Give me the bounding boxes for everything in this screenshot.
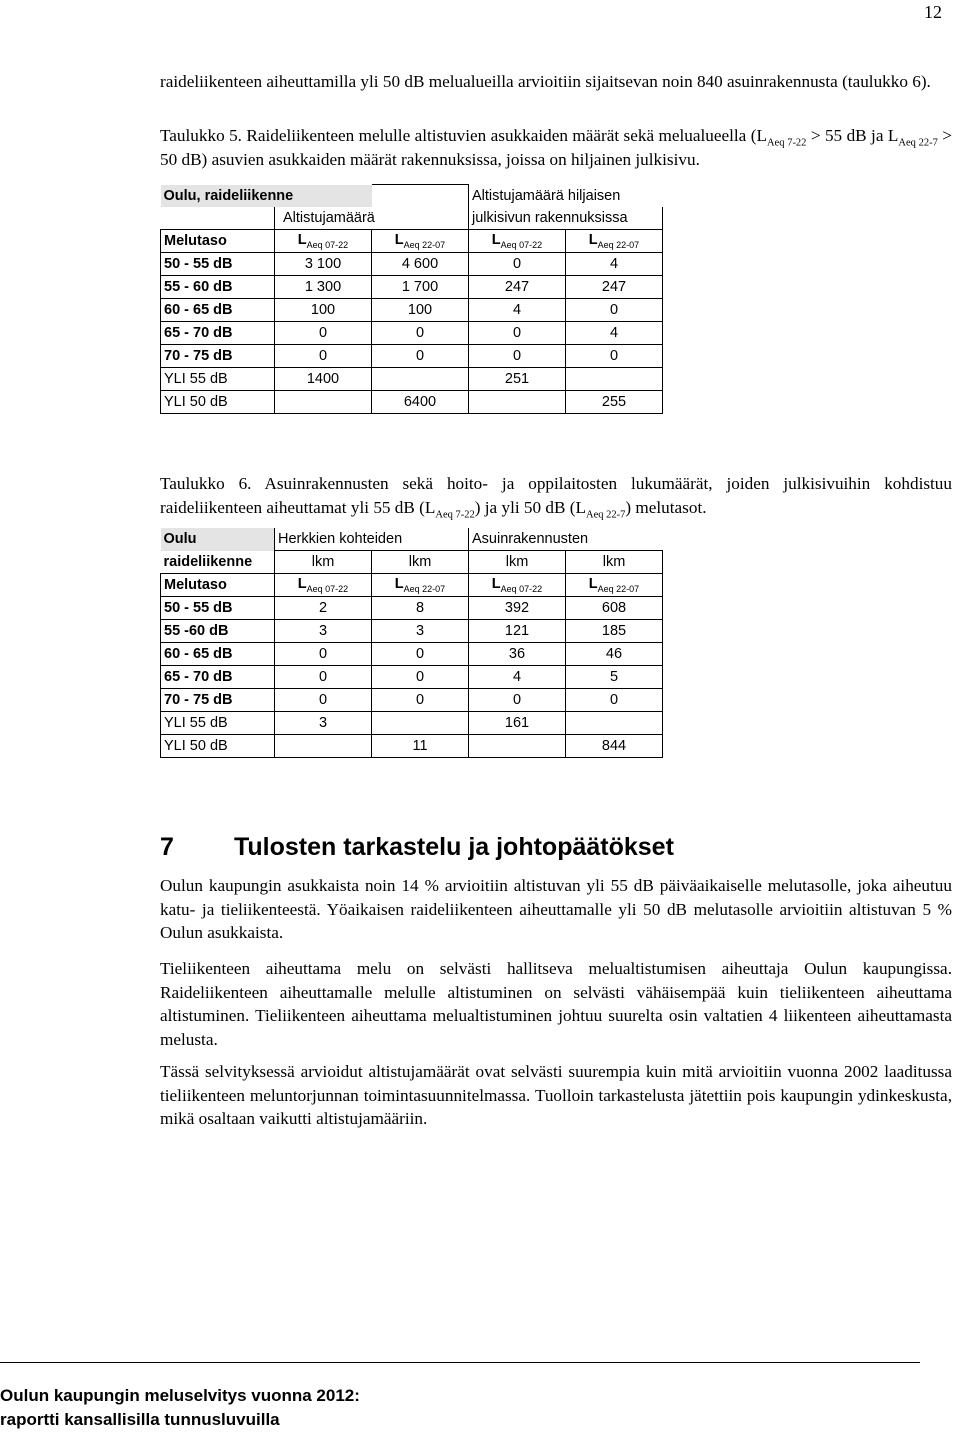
level-cell: 60 - 65 dB xyxy=(161,643,275,666)
body-paragraph: Oulun kaupungin asukkaista noin 14 % arvioitiin altistuvan yli 55 dB päiväaikaiselle melutasolle, joka aiheutuu katu- ja tieliikenteestä. Yöaikaisen raideliikenteen aiheuttamalle yli 50 dB melutasolle arvioitiin altistuvan 5 % Oulun asukkaista. xyxy=(160,876,952,942)
table5-col-header: $L_{Aeq 07-22}$ xyxy=(469,230,566,253)
value-cell: 0 xyxy=(469,345,566,368)
level-cell: 60 - 65 dB xyxy=(161,299,275,322)
value-cell xyxy=(469,735,566,758)
value-cell: 185 xyxy=(566,620,663,643)
value-cell: 4 xyxy=(566,322,663,345)
value-cell: 0 xyxy=(275,689,372,712)
value-cell: 3 xyxy=(275,620,372,643)
level-cell: 70 - 75 dB xyxy=(161,689,275,712)
value-cell: 0 xyxy=(469,689,566,712)
value-cell: 36 xyxy=(469,643,566,666)
section-number: 7 xyxy=(160,833,174,861)
table-row xyxy=(161,643,663,666)
value-cell: 2 xyxy=(275,597,372,620)
footer-divider xyxy=(0,1362,920,1363)
level-cell: YLI 55 dB xyxy=(161,712,275,735)
value-cell xyxy=(275,735,372,758)
value-cell: 161 xyxy=(469,712,566,735)
value-cell xyxy=(372,712,469,735)
level-cell: 70 - 75 dB xyxy=(161,345,275,368)
value-cell xyxy=(372,368,469,391)
value-cell: 11 xyxy=(372,735,469,758)
table-row xyxy=(161,391,663,414)
table-row xyxy=(161,620,663,643)
value-cell: 0 xyxy=(566,345,663,368)
table6-level-header: Melutaso xyxy=(161,574,275,597)
value-cell: 0 xyxy=(469,322,566,345)
table6-title-line2: raideliikenne xyxy=(163,553,253,570)
table-row xyxy=(161,253,663,276)
unit-cell: lkm xyxy=(372,551,469,574)
value-cell: 251 xyxy=(469,368,566,391)
level-cell: 50 - 55 dB xyxy=(161,597,275,620)
value-cell: 608 xyxy=(566,597,663,620)
value-cell: 3 xyxy=(275,712,372,735)
footer-line2: raportti kansallisilla tunnusluvuilla xyxy=(0,1410,280,1429)
table5-caption: Taulukko 5. Raideliikenteen melulle altistuvien asukkaiden määrät sekä melualueella ($L_{Aeq 7-22} > 55$ dB ja $L_{Aeq 22-7} > 50$ dB) asuvien asukkaiden määrät rakennuksissa, joissa on hiljainen julkisivu. xyxy=(160,126,952,169)
table5-col-header: $L_{Aeq 22-07}$ xyxy=(566,230,663,253)
value-cell: 247 xyxy=(469,276,566,299)
table6 xyxy=(160,528,663,758)
value-cell: 4 xyxy=(566,253,663,276)
table5-group2-line2: julkisivun rakennuksissa xyxy=(469,207,663,230)
value-cell: 0 xyxy=(275,322,372,345)
value-cell xyxy=(566,368,663,391)
value-cell: 0 xyxy=(372,689,469,712)
value-cell: 4 xyxy=(469,666,566,689)
intro-paragraph: raideliikenteen aiheuttamilla yli 50 dB melualueilla arvioitiin sijaitsevan noin 840 asuinrakennusta (taulukko 6). xyxy=(160,72,931,91)
table5-title: Oulu, raideliikenne xyxy=(161,185,372,208)
value-cell: 121 xyxy=(469,620,566,643)
level-cell: 65 - 70 dB xyxy=(161,666,275,689)
value-cell: 4 600 xyxy=(372,253,469,276)
value-cell: 5 xyxy=(566,666,663,689)
table6-col-header: $L_{Aeq 22-07}$ xyxy=(372,574,469,597)
value-cell: 247 xyxy=(566,276,663,299)
value-cell: 0 xyxy=(566,299,663,322)
value-cell: 844 xyxy=(566,735,663,758)
table5-group1-label: Altistujamäärä xyxy=(275,207,469,230)
footer-line1: Oulun kaupungin meluselvitys vuonna 2012: xyxy=(0,1386,360,1405)
table-row xyxy=(161,712,663,735)
unit-cell: lkm xyxy=(469,551,566,574)
level-cell: YLI 50 dB xyxy=(161,735,275,758)
table-row xyxy=(161,299,663,322)
footer xyxy=(0,1384,360,1432)
table-row xyxy=(161,735,663,758)
value-cell: 8 xyxy=(372,597,469,620)
unit-cell: lkm xyxy=(566,551,663,574)
value-cell xyxy=(275,391,372,414)
table-row xyxy=(161,689,663,712)
table6-caption: Taulukko 6. Asuinrakennusten sekä hoito- ja oppilaitosten lukumäärät, joiden julkisivuihin kohdistuu raideliikenteen aiheuttamat yli 55 dB $(L_{Aeq 7-22})$ ja yli 50 dB $(L_{Aeq 22-7})$ melutasot. xyxy=(160,474,952,520)
table-row xyxy=(161,666,663,689)
body-paragraph: Tieliikenteen aiheuttama melu on selvästi hallitseva melualtistumisen aiheuttaja Oulun kaupungissa. Raideliikenteen aiheuttamalle melulle altistuminen on selvästi vähäisempää kuin tieliikenteen aiheuttama altistuminen. Tieliikenteen aiheuttama melualtistuminen johtuu suurelta osin valtatien 4 liikenteen aiheuttamasta melusta. xyxy=(160,959,952,1049)
value-cell: 0 xyxy=(372,345,469,368)
value-cell: 0 xyxy=(372,643,469,666)
table-row xyxy=(161,276,663,299)
unit-cell: lkm xyxy=(275,551,372,574)
table5-level-header: Melutaso xyxy=(161,230,275,253)
table5-group2-line1: Altistujamäärä hiljaisen xyxy=(469,185,663,208)
value-cell: 392 xyxy=(469,597,566,620)
value-cell xyxy=(566,712,663,735)
value-cell: 6400 xyxy=(372,391,469,414)
value-cell: 1400 xyxy=(275,368,372,391)
value-cell: 0 xyxy=(566,689,663,712)
value-cell xyxy=(469,391,566,414)
value-cell: 0 xyxy=(275,345,372,368)
value-cell: 3 xyxy=(372,620,469,643)
table-row xyxy=(161,322,663,345)
level-cell: 55 - 60 dB xyxy=(161,276,275,299)
table6-group1-label: Herkkien kohteiden xyxy=(275,528,469,551)
value-cell: 0 xyxy=(275,643,372,666)
table6-col-header: $L_{Aeq 07-22}$ xyxy=(275,574,372,597)
value-cell: 3 100 xyxy=(275,253,372,276)
value-cell: 255 xyxy=(566,391,663,414)
table-row xyxy=(161,345,663,368)
value-cell: 0 xyxy=(275,666,372,689)
value-cell: 1 300 xyxy=(275,276,372,299)
level-cell: 55 -60 dB xyxy=(161,620,275,643)
table5-col-header: $L_{Aeq 22-07}$ xyxy=(372,230,469,253)
level-cell: 50 - 55 dB xyxy=(161,253,275,276)
level-cell: 65 - 70 dB xyxy=(161,322,275,345)
value-cell: 46 xyxy=(566,643,663,666)
section-title: Tulosten tarkastelu ja johtopäätökset xyxy=(234,833,674,861)
table6-col-header: $L_{Aeq 07-22}$ xyxy=(469,574,566,597)
table6-title-line1: Oulu xyxy=(161,528,275,551)
table5-col-header: $L_{Aeq 07-22}$ xyxy=(275,230,372,253)
value-cell: 0 xyxy=(372,666,469,689)
table-row xyxy=(161,368,663,391)
value-cell: 0 xyxy=(372,322,469,345)
table6-col-header: $L_{Aeq 22-07}$ xyxy=(566,574,663,597)
level-cell: YLI 50 dB xyxy=(161,391,275,414)
value-cell: 1 700 xyxy=(372,276,469,299)
table-row xyxy=(161,597,663,620)
table6-group2-label: Asuinrakennusten xyxy=(469,528,663,551)
page-number: 12 xyxy=(924,2,942,22)
section-heading xyxy=(160,833,674,862)
value-cell: 100 xyxy=(372,299,469,322)
level-cell: YLI 55 dB xyxy=(161,368,275,391)
body-paragraph: Tässä selvityksessä arvioidut altistujamäärät ovat selvästi suurempia kuin mitä arvioitiin vuonna 2002 laaditussa tieliikenteen meluntorjunnan toimintasuunnitelmassa. Tuolloin tarkastelusta jätettiin pois kaupungin ydinkeskusta, mikä osaltaan vaikutti altistujamääriin. xyxy=(160,1062,952,1128)
value-cell: 0 xyxy=(469,253,566,276)
value-cell: 100 xyxy=(275,299,372,322)
value-cell: 4 xyxy=(469,299,566,322)
table5 xyxy=(160,184,663,414)
